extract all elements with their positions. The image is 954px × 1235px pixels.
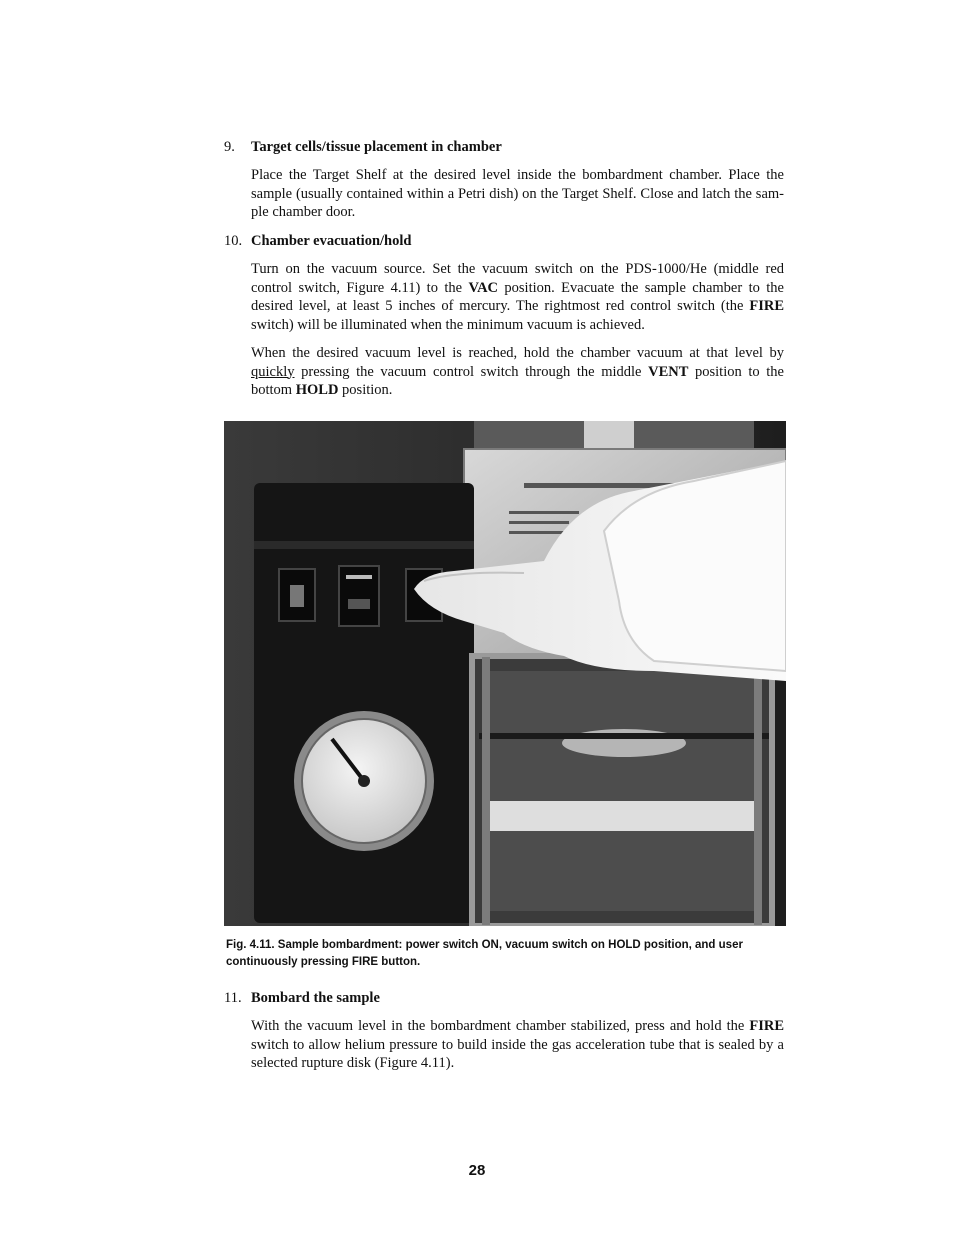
text-run: position to the bottom [251,363,784,399]
photo-illustration [224,421,786,926]
step-title: Bombard the sample [251,990,380,1006]
step-11-paragraph [251,1017,784,1073]
step-number: 11. [224,990,242,1006]
figure-photo [224,421,786,926]
step-11-heading [224,989,784,1007]
figure-caption: Fig. 4.11. Sample bombardment: power switch ON, vacuum switch on HOLD position, and user continuously pressing FIRE button. [226,939,743,968]
page-number: 28 [468,1162,486,1179]
text-run: switch) will be illuminated when the minimum vacuum is achieved. [251,316,645,333]
bold-term: FIRE [749,1018,784,1034]
bold-term: FIRE [749,298,784,315]
step-10-paragraph-1 [251,260,784,334]
bold-term: VENT [648,363,689,380]
text-run: Place the Target Shelf at the desired level inside the bombardment chamber. Place the sample (usually contained within a Petri dish) on the Target Shelf. Close and latch the sam-ple chamber door. [251,167,784,221]
step-number: 10. [224,233,243,249]
text-run: position. Evacuate the sample chamber to the desired level, at least 5 inches of mercury. The rightmost red control switch (the [251,279,784,315]
text-run: When the desired vacuum level is reached, hold the chamber vacuum at that level by [251,345,784,361]
step-10-heading [224,232,784,250]
text-run: With the vacuum level in the bombardment chamber stabilized, press and hold the [251,1018,750,1034]
bold-term: VAC [468,279,499,296]
step-10-paragraph-2 [251,344,784,400]
text-run: Turn on the vacuum source. Set the vacuum switch on the PDS-1000/He (middle red control switch, Figure 4.11) to the [251,261,784,296]
step-title: Target cells/tissue placement in chamber [251,139,502,155]
text-run: position. [338,382,393,399]
text-run: switch to allow helium pressure to build inside the gas acceleration tube that is sealed by a selected rupture disk (Figure 4.11). [251,1036,784,1072]
step-9-heading [224,138,784,156]
emphasis-term: quickly [251,363,295,380]
bold-term: HOLD [295,382,339,399]
step-9-paragraph [251,166,784,222]
text-run: pressing the vacuum control switch through the middle [294,363,649,380]
step-title: Chamber evacuation/hold [251,233,412,249]
step-number: 9. [224,139,235,155]
